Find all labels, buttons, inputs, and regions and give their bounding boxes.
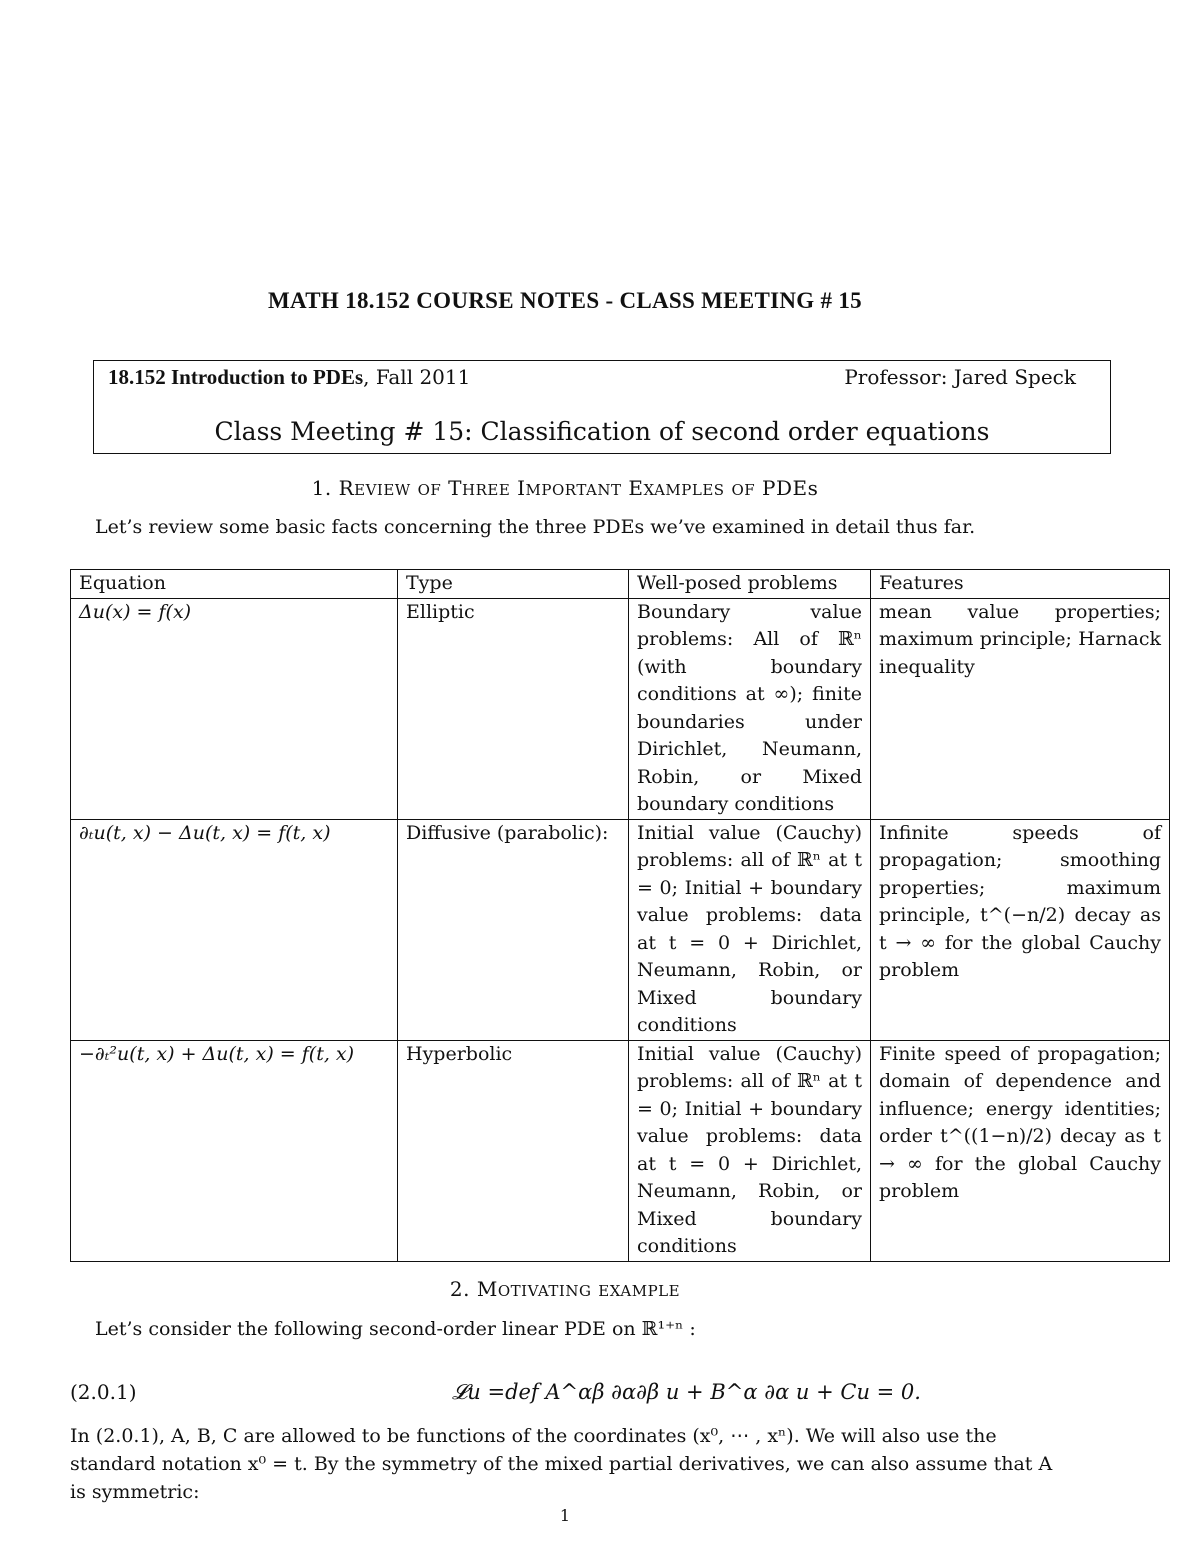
section-number: 1. [311,476,339,500]
heading-word: EXAMPLES [628,476,725,500]
features-cell: mean value properties; maximum principle; Harnack inequality [871,598,1170,819]
equation-body: 𝓛u =def A^αβ ∂α∂β u + B^α ∂α u + Cu = 0. [452,1380,921,1404]
table-header-row [71,570,1170,599]
document-title: MATH 18.152 COURSE NOTES - CLASS MEETING # 15 [268,288,862,313]
equation-cell: ∂ₜu(t, x) − Δu(t, x) = f(t, x) [71,819,398,1040]
course-term: , Fall 2011 [363,365,471,389]
type-cell: Hyperbolic [398,1040,629,1261]
pde-summary-table [70,569,1170,1262]
heading-word: REVIEW [338,476,411,500]
table-row [71,598,1170,819]
wellposed-cell: Initial value (Cauchy) problems: all of ℝⁿ at t = 0; Initial + boundary value problems: data at t = 0 + Dirichlet, Neumann, Robin, or Mixed boundary conditions [629,819,871,1040]
wellposed-cell: Boundary value problems: All of ℝⁿ (with boundary conditions at ∞); finite boundaries under Dirichlet, Neumann, Robin, or Mixed boundary conditions [629,598,871,819]
page-number: 1 [559,1506,571,1525]
equation-2-0-1 [70,1380,1170,1414]
section-2-heading [0,1277,1130,1301]
heading-word: IMPORTANT [517,476,622,500]
header-equation: Equation [71,570,398,599]
features-cell: Infinite speeds of propagation; smoothing properties; maximum principle, t^(−n/2) decay as t → ∞ for the global Cauchy problem [871,819,1170,1040]
type-cell: Diffusive (parabolic): [398,819,629,1040]
table-row [71,819,1170,1040]
heading-word: MOTIVATING [476,1277,592,1301]
header-wellposed: Well-posed problems [629,570,871,599]
equation-label: (2.0.1) [70,1380,137,1404]
section-1-intro: Let’s review some basic facts concerning the three PDEs we’ve examined in detail thus far. [95,516,976,538]
features-cell: Finite speed of propagation; domain of dependence and influence; energy identities; order t^((1−n)/2) decay as t → ∞ for the global Cauchy problem [871,1040,1170,1261]
header-features: Features [871,570,1170,599]
heading-word: OF [731,481,756,499]
header-type: Type [398,570,629,599]
heading-word: OF [417,481,442,499]
course-name: 18.152 Introduction to PDEs [108,365,364,389]
professor: Professor: Jared Speck [844,365,1076,389]
heading-word: PDEs [762,476,819,500]
section-number: 2. [449,1277,477,1301]
table-row [71,1040,1170,1261]
course-header-box [93,360,1111,454]
equation-cell: Δu(x) = f(x) [71,598,398,819]
course-line [108,365,470,390]
section-2-paragraph: In (2.0.1), A, B, C are allowed to be functions of the coordinates (x⁰, ⋯ , xⁿ). We will also use the standard notation x⁰ = t. By the symmetry of the mixed partial derivatives, we can also assume that A is symmetric: [70,1425,1053,1503]
heading-word: EXAMPLE [598,1282,681,1300]
section-2-intro: Let’s consider the following second-order linear PDE on ℝ¹⁺ⁿ : [95,1318,696,1340]
section-1-heading [0,476,1130,500]
heading-word: THREE [448,476,511,500]
meeting-title: Class Meeting # 15: Classification of second order equations [214,417,990,446]
wellposed-cell: Initial value (Cauchy) problems: all of ℝⁿ at t = 0; Initial + boundary value problems: data at t = 0 + Dirichlet, Neumann, Robin, or Mixed boundary conditions [629,1040,871,1261]
type-cell: Elliptic [398,598,629,819]
equation-cell: −∂ₜ²u(t, x) + Δu(t, x) = f(t, x) [71,1040,398,1261]
